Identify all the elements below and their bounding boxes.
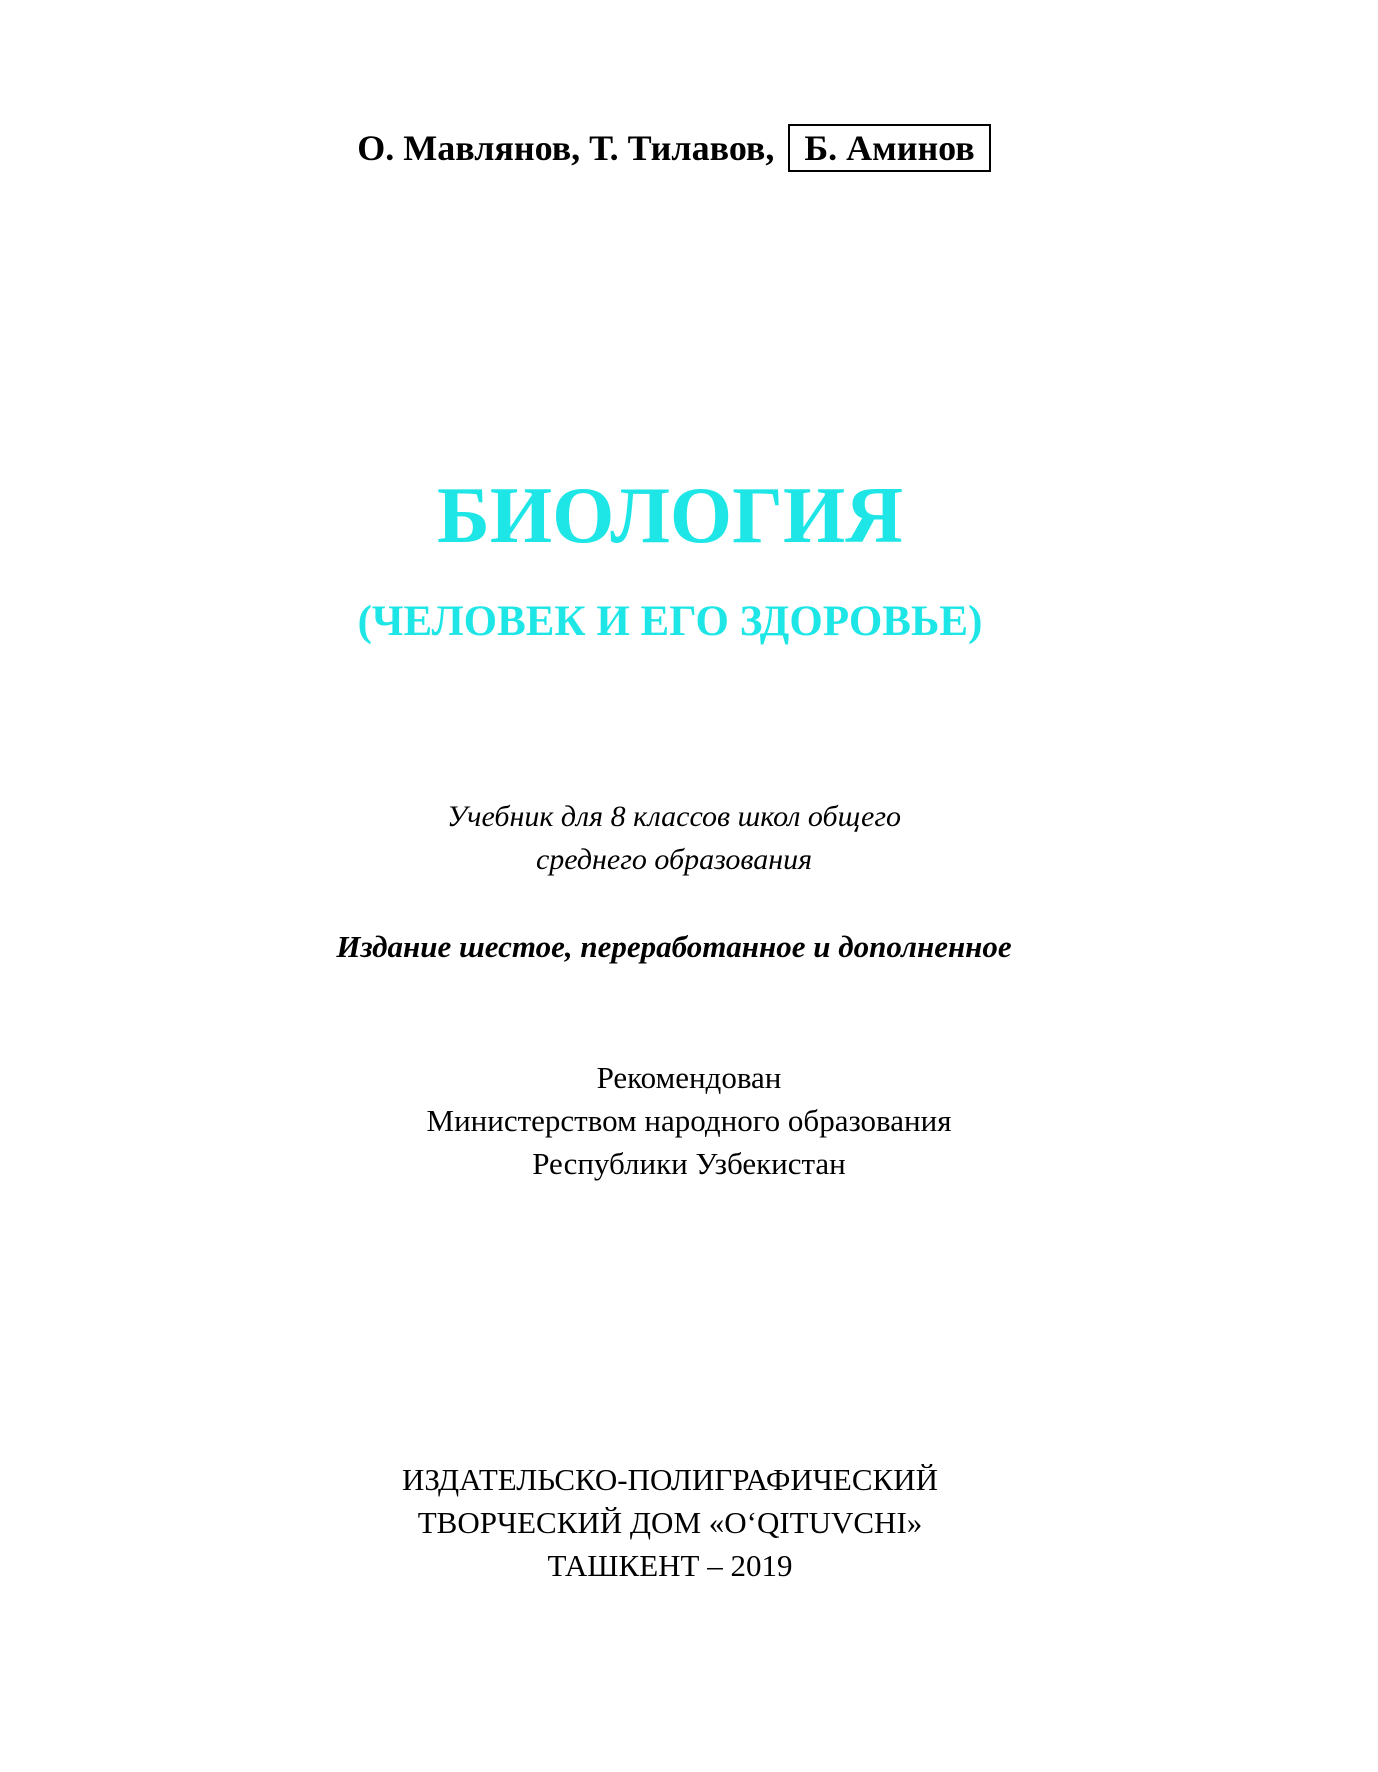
recommendation-line-3: Республики Узбекистан bbox=[532, 1146, 846, 1181]
edition-note: Издание шестое, переработанное и дополненное bbox=[336, 929, 1012, 964]
recommendation-line-2: Министерством народного образования bbox=[426, 1103, 952, 1138]
recommendation-line-1: Рекомендован bbox=[596, 1060, 782, 1095]
publisher-line-3: ТАШКЕНТ – 2019 bbox=[547, 1548, 793, 1583]
publisher-block bbox=[0, 1458, 1340, 1587]
authors-line bbox=[0, 124, 1348, 172]
purpose-line-1: Учебник для 8 классов школ общего bbox=[446, 800, 902, 833]
book-title: БИОЛОГИЯ bbox=[436, 472, 904, 560]
purpose-line-2: среднего образования bbox=[535, 843, 813, 876]
recommendation-block bbox=[0, 1056, 1378, 1185]
book-subtitle: (ЧЕЛОВЕК И ЕГО ЗДОРОВЬЕ) bbox=[357, 598, 983, 645]
publisher-line-1: ИЗДАТЕЛЬСКО-ПОЛИГРАФИЧЕСКИЙ bbox=[401, 1462, 938, 1497]
publisher-line-2: ТВОРЧЕСКИЙ ДОМ «O‘QITUVCHI» bbox=[417, 1505, 923, 1540]
authors-plain: О. Мавлянов, Т. Тилавов, bbox=[357, 128, 775, 168]
author-boxed: Б. Аминов bbox=[788, 124, 990, 172]
book-purpose bbox=[0, 795, 1348, 881]
